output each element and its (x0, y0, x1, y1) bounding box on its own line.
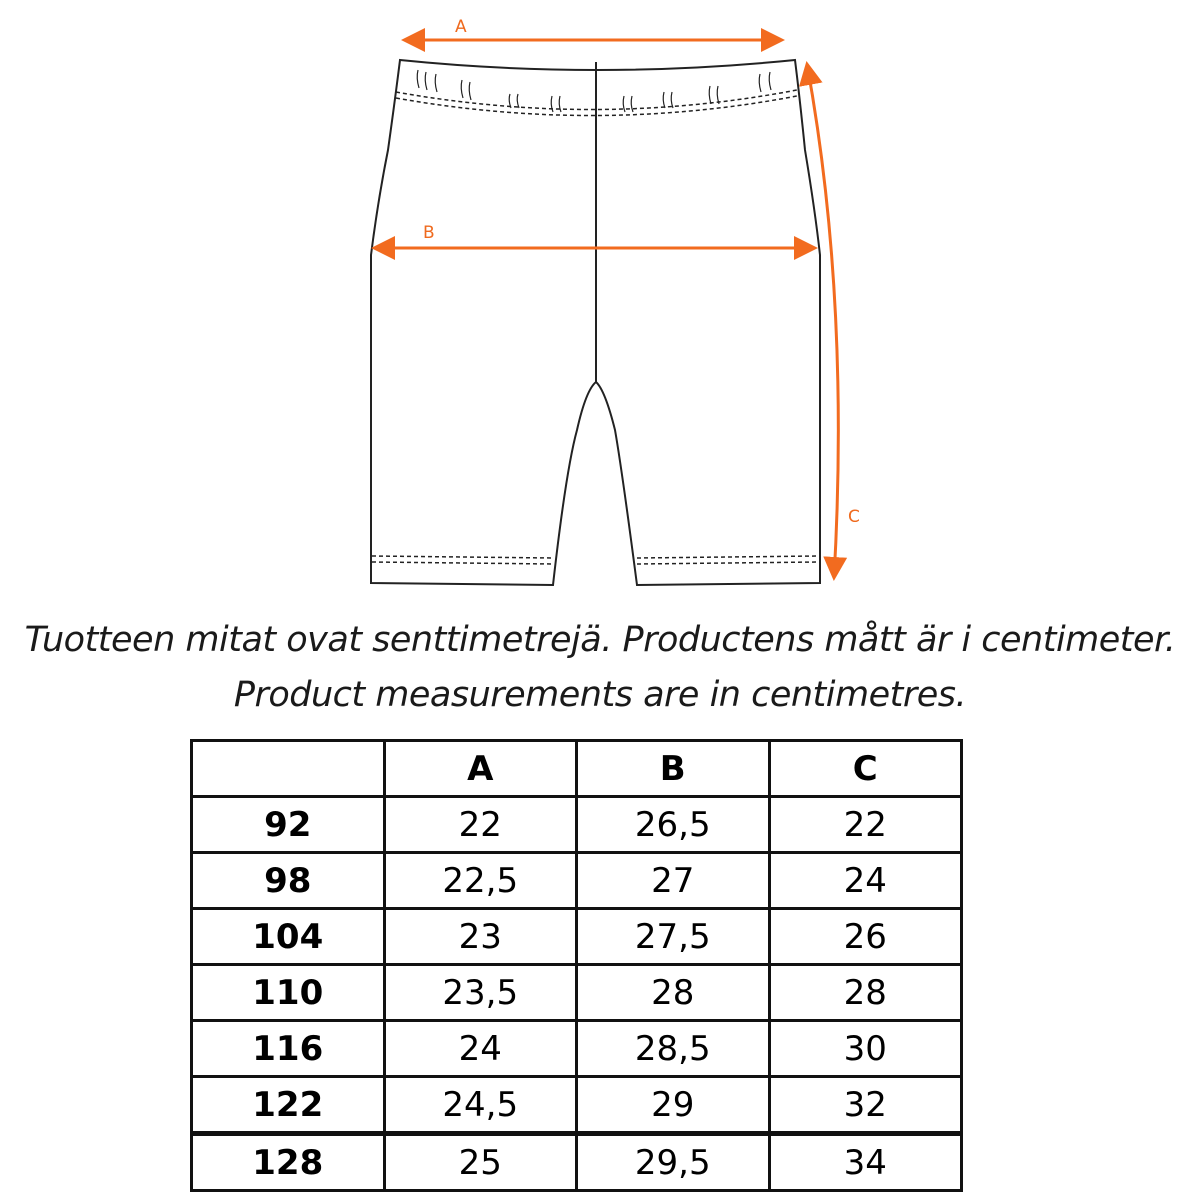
size-cell: 98 (192, 853, 385, 909)
value-c-cell: 24 (769, 853, 962, 909)
caption-line-2: Product measurements are in centimetres. (233, 675, 967, 715)
value-a-cell: 22,5 (384, 853, 577, 909)
value-b-cell: 28 (577, 965, 770, 1021)
waistband-gathers (417, 70, 771, 112)
dimension-label-c: C (848, 507, 860, 527)
value-b-cell: 29,5 (577, 1134, 770, 1191)
value-c-cell: 28 (769, 965, 962, 1021)
header-c: C (769, 741, 962, 797)
hem-stitching (372, 556, 819, 564)
value-c-cell: 30 (769, 1021, 962, 1077)
table-row (192, 909, 962, 965)
value-c-cell: 26 (769, 909, 962, 965)
value-b-cell: 27 (577, 853, 770, 909)
header-a: A (384, 741, 577, 797)
dimension-label-b: B (423, 223, 435, 243)
value-a-cell: 25 (384, 1134, 577, 1191)
table-row (192, 1134, 962, 1191)
dimension-label-a: A (455, 17, 467, 37)
value-c-cell: 22 (769, 797, 962, 853)
size-cell: 92 (192, 797, 385, 853)
value-c-cell: 32 (769, 1077, 962, 1134)
value-a-cell: 24 (384, 1021, 577, 1077)
value-a-cell: 22 (384, 797, 577, 853)
value-b-cell: 27,5 (577, 909, 770, 965)
size-cell: 122 (192, 1077, 385, 1134)
dimension-c-arrow (807, 64, 838, 578)
header-b: B (577, 741, 770, 797)
table-row (192, 797, 962, 853)
table-header-row (192, 741, 962, 797)
header-size (192, 741, 385, 797)
value-b-cell: 26,5 (577, 797, 770, 853)
value-b-cell: 29 (577, 1077, 770, 1134)
value-a-cell: 23 (384, 909, 577, 965)
value-a-cell: 23,5 (384, 965, 577, 1021)
value-b-cell: 28,5 (577, 1021, 770, 1077)
table-row (192, 1021, 962, 1077)
size-chart-table (190, 739, 963, 1192)
table-row (192, 853, 962, 909)
size-cell: 116 (192, 1021, 385, 1077)
value-c-cell: 34 (769, 1134, 962, 1191)
size-cell: 110 (192, 965, 385, 1021)
dimension-arrows (374, 40, 838, 578)
table-row (192, 1077, 962, 1134)
value-a-cell: 24,5 (384, 1077, 577, 1134)
caption-line-1: Tuotteen mitat ovat senttimetrejä. Productens mått är i centimeter. (24, 620, 1176, 660)
shorts-outline (371, 60, 820, 585)
table-row (192, 965, 962, 1021)
size-cell: 104 (192, 909, 385, 965)
size-cell: 128 (192, 1134, 385, 1191)
